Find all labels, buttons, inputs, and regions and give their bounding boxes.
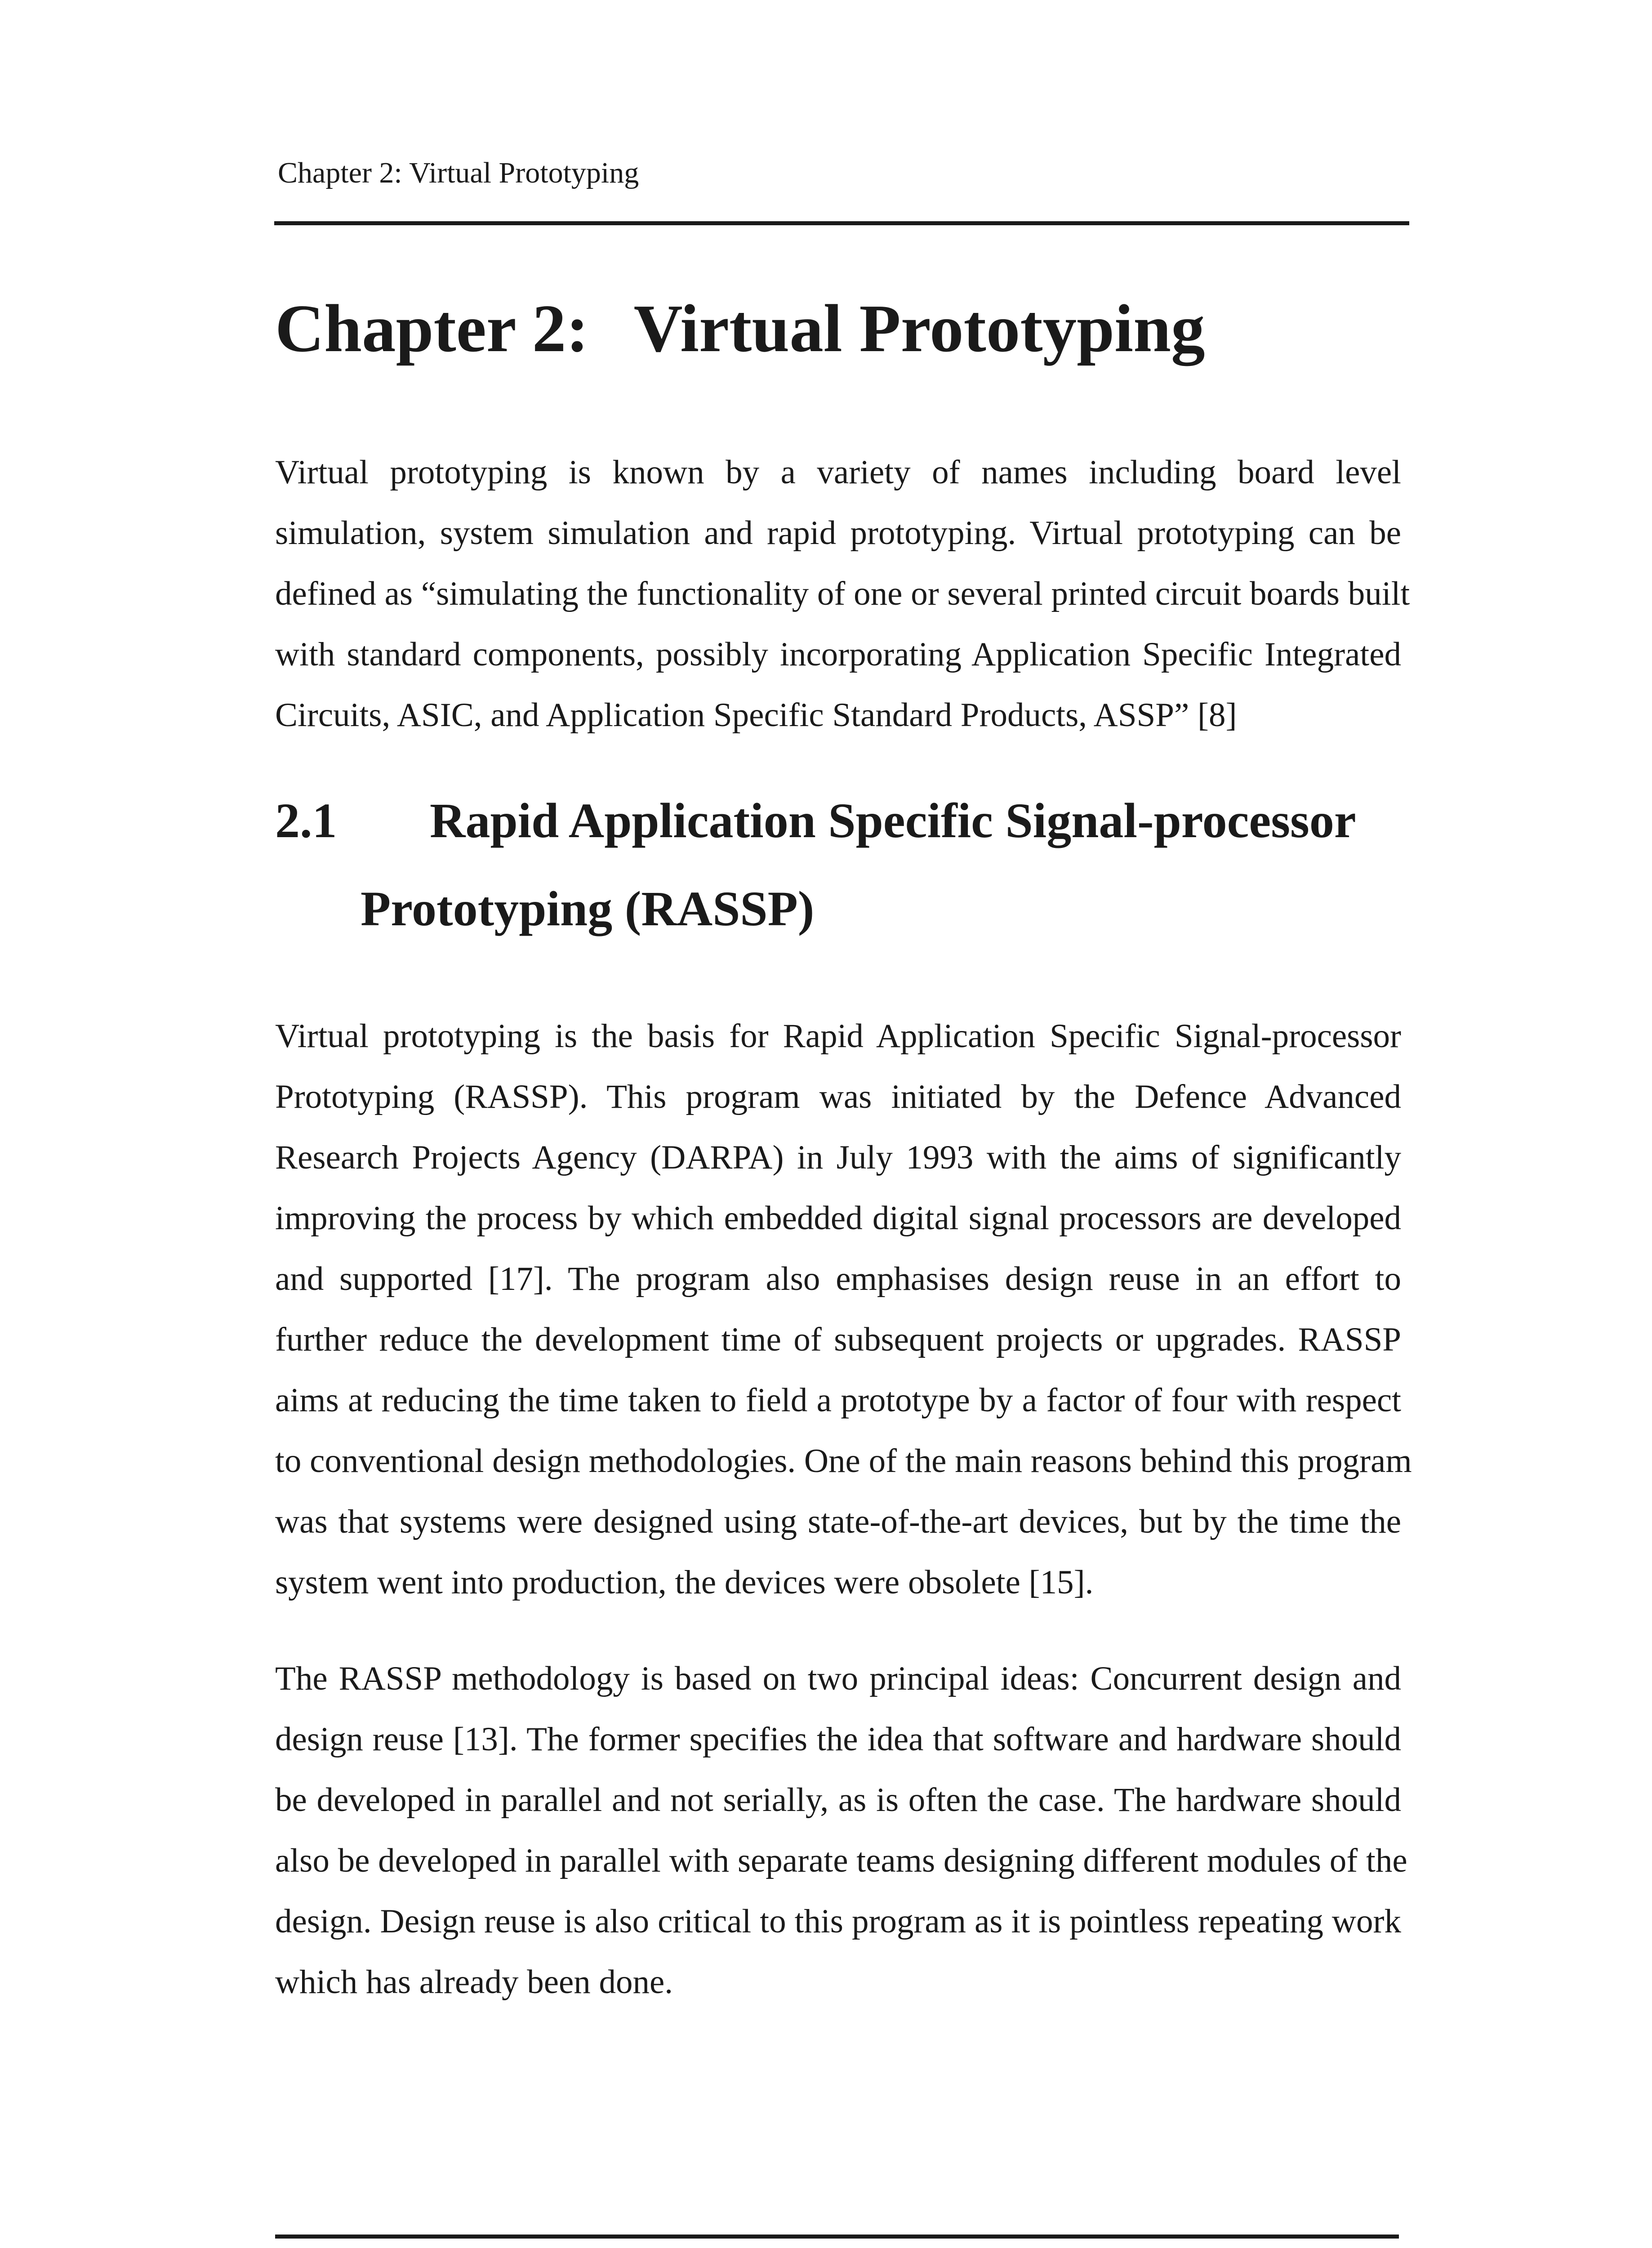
paragraph-line: Circuits, ASIC, and Application Specific Standard Products, ASSP” [8]	[275, 696, 1237, 734]
paragraph-line: design. Design reuse is also critical to this program as it is pointless repeating work	[275, 1903, 1401, 1940]
paragraph-line: also be developed in parallel with separate teams designing different modules of the	[275, 1842, 1407, 1879]
paragraph-line: improving the process by which embedded digital signal processors are developed	[275, 1200, 1401, 1237]
paragraph-line: which has already been done.	[275, 1963, 673, 2001]
paragraph-intro	[275, 442, 1410, 745]
paragraph-line: Virtual prototyping is known by a variety of names including board level	[275, 454, 1401, 491]
paragraph-rassp	[275, 1006, 1412, 1613]
paragraph-line: to conventional design methodologies. One of the main reasons behind this program	[275, 1442, 1412, 1480]
paragraph-line: Prototyping (RASSP). This program was initiated by the Defence Advanced	[275, 1078, 1401, 1115]
paragraph-line: aims at reducing the time taken to field a prototype by a factor of four with respect	[275, 1382, 1401, 1419]
paragraph-line: Virtual prototyping is the basis for Rapid Application Specific Signal-processor	[275, 1017, 1401, 1055]
paragraph-line: system went into production, the devices were obsolete [15].	[275, 1564, 1094, 1601]
paragraph-line: be developed in parallel and not serially, as is often the case. The hardware should	[275, 1781, 1401, 1819]
paragraph-line: with standard components, possibly incorporating Application Specific Integrated	[275, 636, 1401, 673]
paragraph-line: Research Projects Agency (DARPA) in July 1993 with the aims of significantly	[275, 1139, 1401, 1176]
chapter-title	[275, 290, 1205, 366]
paragraph-line: design reuse [13]. The former specifies the idea that software and hardware should	[275, 1721, 1401, 1758]
chapter-number: Chapter 2:	[275, 290, 589, 366]
footer-rule	[275, 2235, 1399, 2239]
paragraph-line: simulation, system simulation and rapid prototyping. Virtual prototyping can be	[275, 514, 1401, 552]
paragraph-line: defined as “simulating the functionality of one or several printed circuit boards built	[275, 575, 1410, 612]
section-title-line-2: Prototyping (RASSP)	[361, 881, 815, 936]
paragraph-line: The RASSP methodology is based on two principal ideas: Concurrent design and	[275, 1660, 1401, 1697]
paragraph-methodology	[275, 1648, 1407, 2012]
paragraph-line: and supported [17]. The program also emphasises design reuse in an effort to	[275, 1260, 1401, 1298]
section-number: 2.1	[275, 793, 337, 848]
paragraph-line: further reduce the development time of subsequent projects or upgrades. RASSP	[275, 1321, 1401, 1358]
section-title-line-1: Rapid Application Specific Signal-processor	[430, 793, 1356, 848]
chapter-title-text: Virtual Prototyping	[633, 290, 1205, 366]
running-header: Chapter 2: Virtual Prototyping	[278, 156, 639, 189]
paragraph-line: was that systems were designed using state-of-the-art devices, but by the time the	[275, 1503, 1401, 1540]
header-rule	[274, 221, 1409, 225]
